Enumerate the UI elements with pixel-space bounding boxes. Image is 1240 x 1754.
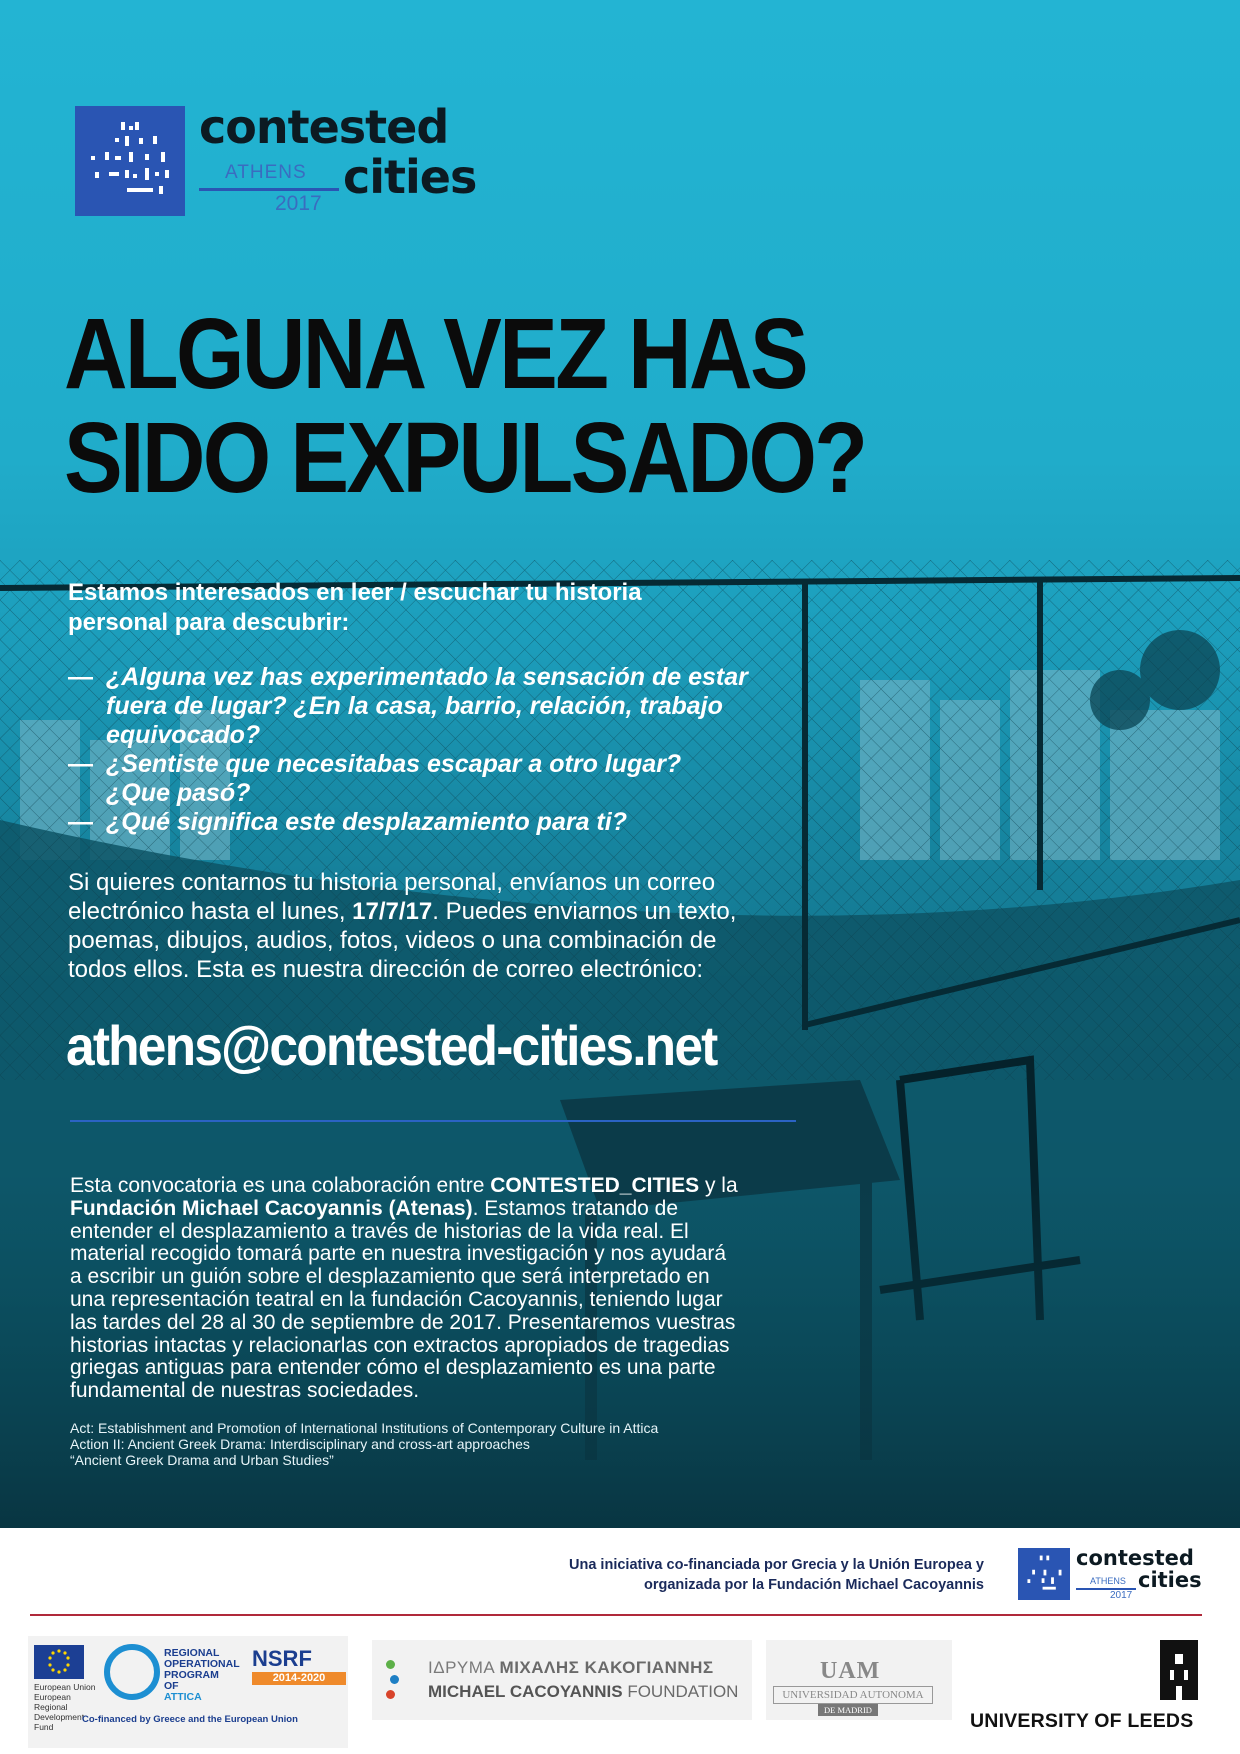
nsrf-years: 2014-2020 (252, 1672, 346, 1685)
collab-line-1-end: y la (699, 1174, 738, 1197)
footer-divider (30, 1614, 1202, 1616)
deadline-date: 17/7/17 (352, 898, 433, 925)
question-item-3 (68, 808, 828, 837)
uam-mark: UAM (820, 1658, 881, 1684)
ask-line-2-start: electrónico hasta el lunes, (68, 898, 353, 925)
funding-line-2: organizada por la Fundación Michael Cacoyannis (643, 1577, 984, 1593)
collab-project-name: CONTESTED_CITIES (490, 1174, 700, 1197)
eu-label: European Union European Regional Development Fund (34, 1682, 96, 1732)
question-item-1 (68, 663, 828, 750)
question-1-line-2: fuera de lugar? ¿En la casa, barrio, relación, trabajo (106, 692, 723, 720)
contested-cities-logo (75, 100, 485, 216)
rop-line: REGIONAL (164, 1647, 220, 1659)
cofinanced-label: Co-financed by Greece and the European Union (82, 1714, 298, 1725)
collab-line: historias intactas y relacionarlas con extractos apropiados de tragedias (70, 1333, 730, 1357)
question-1-line-3: equivocado? (106, 721, 261, 749)
question-dash: — (68, 663, 93, 691)
funding-line-1: Una iniciativa co-financiada por Grecia y la Unión Europea y (569, 1557, 984, 1573)
collab-foundation-name: Fundación Michael Cacoyannis (Atenas) (70, 1196, 473, 1220)
mcf-greek-main: ΜΙΧΑΛΗΣ ΚΑΚΟΓΙΑΝΝΗΣ (499, 1658, 714, 1677)
intro-line-2: personal para descubrir: (68, 609, 350, 636)
ask-line-2-end: . Puedes enviarnos un texto, (432, 898, 737, 925)
nsrf-logo (252, 1648, 346, 1685)
rop-attica-label (164, 1647, 240, 1703)
collaboration-text (70, 1175, 810, 1403)
collab-line: material recogido tomará parte en nuestra investigación y nos ayudará (70, 1242, 727, 1266)
partner-logos (0, 1630, 1240, 1754)
act-line-1: Act: Establishment and Promotion of International Institutions of Contemporary Culture in Attica (70, 1420, 659, 1436)
ask-line-2 (68, 897, 808, 926)
mcf-english-suffix: FOUNDATION (622, 1682, 739, 1701)
uam-subtitle: DE MADRID (818, 1704, 878, 1716)
collab-line: fundamental de nuestras sociedades. (70, 1379, 420, 1403)
collab-line: a escribir un guión sobre el desplazamiento que será interpretado en (70, 1265, 710, 1289)
mcf-dots-icon (386, 1660, 400, 1700)
leeds-name: UNIVERSITY OF LEEDS (970, 1710, 1194, 1732)
rop-attica-icon (104, 1644, 160, 1700)
question-1-line-1: ¿Alguna vez has experimentado la sensación de estar (106, 663, 748, 691)
footer-contested-cities-logo (1018, 1546, 1202, 1602)
mcf-english-name (428, 1682, 738, 1702)
footer-logo-pixel-mark (1018, 1548, 1070, 1600)
leeds-tower-icon (1160, 1640, 1198, 1700)
act-line-2: Action II: Ancient Greek Drama: Interdisciplinary and cross-art approaches (70, 1436, 530, 1452)
mcf-logo-panel (372, 1640, 752, 1720)
question-list (68, 663, 828, 837)
logo-pixel-mark (75, 106, 185, 216)
logo-city: ATHENS (225, 162, 307, 183)
ask-line-3: poemas, dibujos, audios, fotos, videos o una combinación de (68, 927, 717, 954)
question-3-line-1: ¿Qué significa este desplazamiento para ti? (106, 808, 627, 836)
collab-line-2 (70, 1198, 810, 1221)
ask-line-4: todos ellos. Esta es nuestra dirección de correo electrónico: (68, 956, 704, 983)
logo-rule (199, 188, 339, 191)
collab-line: entender el desplazamiento a través de historias de la vida real. El (70, 1219, 689, 1243)
headline-line-2: SIDO EXPULSADO? (64, 402, 866, 514)
mcf-english-main: MICHAEL CACOYANNIS (428, 1682, 623, 1701)
collab-line-2-end: . Estamos tratando de (472, 1196, 679, 1220)
funding-statement (300, 1555, 984, 1595)
logo-word-cities: cities (343, 150, 477, 204)
mcf-greek-prefix: ΙΔΡΥΜΑ (428, 1658, 500, 1677)
act-credits (70, 1420, 830, 1468)
headline (64, 298, 1032, 514)
question-item-2 (68, 750, 828, 808)
rop-line: OPERATIONAL (164, 1658, 240, 1670)
intro-text (68, 578, 768, 638)
collab-line: una representación teatral en la fundación Cacoyannis, teniendo lugar (70, 1287, 723, 1311)
collab-line-1 (70, 1175, 810, 1198)
mcf-greek-name (428, 1658, 714, 1678)
logo-word-contested: contested (199, 100, 449, 154)
question-dash: — (68, 750, 93, 778)
act-line-3: “Ancient Greek Drama and Urban Studies” (70, 1452, 334, 1468)
logo-year: 2017 (275, 192, 322, 215)
contact-email-link[interactable]: athens@contested-cities.net (66, 1014, 717, 1077)
question-2-line-2: ¿Que pasó? (106, 779, 251, 807)
collab-line-1-start: Esta convocatoria es una colaboración entre (70, 1174, 491, 1197)
collab-line: las tardes del 28 al 30 de septiembre de 2017. Presentaremos vuestras (70, 1310, 736, 1334)
footer-logo-word-cities: cities (1138, 1568, 1202, 1592)
intro-line-1: Estamos interesados en leer / escuchar tu historia (68, 579, 642, 606)
headline-line-1: ALGUNA VEZ HAS (64, 298, 807, 410)
question-2-line-1: ¿Sentiste que necesitabas escapar a otro lugar? (106, 750, 682, 778)
footer-logo-city: ATHENS (1090, 1576, 1126, 1586)
footer-logo-year: 2017 (1110, 1590, 1133, 1601)
rop-line: PROGRAM OF (164, 1669, 219, 1692)
question-dash: — (68, 808, 93, 836)
eu-flag-icon (34, 1645, 84, 1679)
nsrf-title: NSRF (252, 1646, 312, 1671)
submission-instructions (68, 868, 808, 984)
rop-line: ATTICA (164, 1691, 202, 1703)
ask-line-1: Si quieres contarnos tu historia personal, envíanos un correo (68, 869, 716, 896)
collab-line: griegas antiguas para entender cómo el desplazamiento es una parte (70, 1356, 716, 1380)
footer-logo-word-contested: contested (1076, 1546, 1194, 1570)
uam-name: UNIVERSIDAD AUTONOMA (773, 1686, 933, 1704)
email-divider (70, 1120, 796, 1122)
